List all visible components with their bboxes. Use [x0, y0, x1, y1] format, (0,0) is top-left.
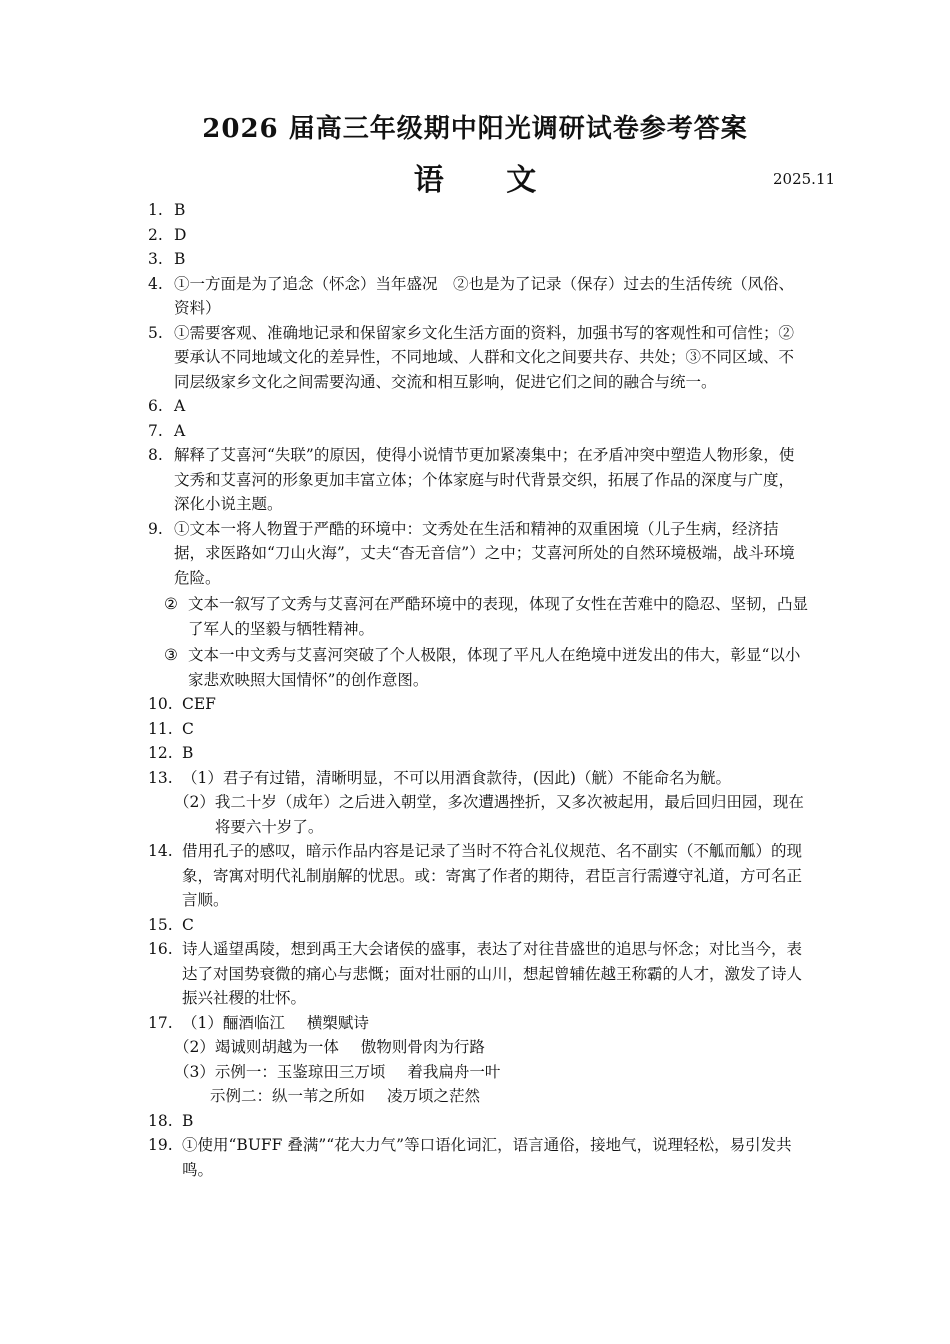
- answer-text: CEF: [182, 695, 216, 713]
- sub-text: 我二十岁（成年）之后进入朝堂，多次遭遇挫折，又多次被起用，最后回归田园，现在将要六十岁了。: [214, 793, 804, 836]
- answer-number: 19.: [148, 1136, 173, 1154]
- exam-date: 2025.11: [773, 170, 836, 188]
- answer-number: 13.: [148, 768, 173, 787]
- answer-text: ①需要客观、准确地记录和保留家乡文化生活方面的资料，加强书写的客观性和可信性；②要承认不同地域文化的差异性，不同地域、人群和文化之间要共存、共处；③不同区域、不同层级家乡文化之间需要沟通、交流和相互影响，促进它们之间的融合与统一。: [174, 323, 795, 391]
- answer-item-13: [148, 766, 808, 791]
- answer-text: A: [174, 397, 186, 415]
- answer-text: B: [182, 1111, 194, 1130]
- answer-number: 18.: [148, 1111, 173, 1130]
- answer-text-group: [182, 1011, 808, 1036]
- answer-number: 15.: [148, 915, 173, 934]
- answer-item-8: [148, 443, 808, 517]
- verse-line: 竭诚则胡越为一体: [214, 1038, 339, 1056]
- answer-number: 8.: [148, 446, 163, 464]
- example-label: 示例一：: [214, 1062, 277, 1081]
- answer-item-18: [148, 1109, 808, 1134]
- answer-item-12: [148, 741, 808, 766]
- answer-subpoint: [174, 790, 808, 839]
- answer-item-19: [148, 1133, 808, 1182]
- answer-number: 17.: [148, 1013, 173, 1032]
- answer-item-3: [148, 247, 808, 272]
- answer-text: D: [174, 225, 187, 244]
- sub-label: （2）: [174, 793, 215, 811]
- sub-label: （1）: [182, 1013, 223, 1032]
- verse-line: 横槊赋诗: [306, 1013, 369, 1032]
- verse-line: 傲物则骨肉为行路: [360, 1038, 485, 1056]
- answer-text: B: [174, 250, 186, 268]
- answer-item-17: [148, 1011, 808, 1036]
- answer-text: B: [174, 201, 186, 219]
- answer-text: C: [182, 719, 194, 738]
- answer-item-2: [148, 223, 808, 248]
- answer-text: B: [182, 744, 194, 762]
- answer-subpoint: [164, 592, 808, 641]
- answer-text: ①文本一将人物置于严酷的环境中：文秀处在生活和精神的双重困境（儿子生病，经济拮据，求医路如“刀山火海”，丈夫“杳无音信”）之中；艾喜河所处的自然环境极端，战斗环境危险。: [174, 519, 795, 587]
- answer-text: A: [174, 421, 186, 440]
- answer-number: 12.: [148, 744, 173, 762]
- answer-text: ①使用“BUFF 叠满”“花大力气”等口语化词汇，语言通俗，接地气，说理轻松，易引发共鸣。: [182, 1136, 792, 1179]
- answer-subpoint: [174, 1035, 808, 1060]
- answer-item-4: [148, 272, 808, 321]
- answer-item-5: [148, 321, 808, 395]
- subpoint-text: 文本一中文秀与艾喜河突破了个人极限，体现了平凡人在绝境中迸发出的伟大，彰显“以小家悲欢映照大国情怀”的创作意图。: [188, 646, 801, 689]
- answer-subpoint: [164, 643, 808, 692]
- verse-line: 酾酒临江: [222, 1013, 285, 1032]
- answer-item-7: [148, 419, 808, 444]
- sub-text: 君子有过错，清晰明显，不可以用酒食款待，(因此)（觥）不能命名为觥。: [222, 768, 731, 787]
- answer-text: 诗人遥望禹陵，想到禹王大会诸侯的盛事，表达了对往昔盛世的追思与怀念；对比当今，表达了对国势衰微的痛心与悲慨；面对壮丽的山川，想起曾辅佐越王称霸的人才，激发了诗人振兴社稷的壮怀。: [182, 940, 803, 1007]
- page-title: 2026 届高三年级期中阳光调研试卷参考答案: [202, 114, 748, 144]
- subpoint-label: ③: [164, 646, 178, 664]
- verse-line: 纵一苇之所如: [272, 1087, 366, 1105]
- example-label: 示例二：: [210, 1087, 273, 1105]
- answer-number: 5.: [148, 323, 163, 342]
- answer-item-11: [148, 717, 808, 742]
- subpoint-text: 文本一叙写了文秀与艾喜河在严酷环境中的表现，体现了女性在苦难中的隐忍、坚韧，凸显了军人的坚毅与牺牲精神。: [188, 595, 809, 638]
- answer-subpoint: [148, 1084, 808, 1109]
- answer-number: 11.: [148, 719, 173, 738]
- answer-text: 借用孔子的感叹，暗示作品内容是记录了当时不符合礼仪规范、名不副实（不觚而觚）的现象，寄寓对明代礼制崩解的忧思。或：寄寓了作者的期待，君臣言行需遵守礼道，方可名正言顺。: [182, 842, 803, 909]
- answer-item-9: [148, 517, 808, 591]
- answer-text: C: [182, 915, 194, 934]
- answer-text-group: [182, 766, 808, 791]
- answer-item-16: [148, 937, 808, 1011]
- answer-item-10: [148, 692, 808, 717]
- answer-number: 4.: [148, 274, 163, 293]
- sub-label: （1）: [182, 768, 223, 787]
- answer-subpoint: [174, 1060, 808, 1085]
- answer-list: [148, 198, 808, 1182]
- answer-number: 7.: [148, 421, 163, 440]
- verse-line: 凌万顷之茫然: [387, 1087, 481, 1105]
- answer-number: 2.: [148, 225, 163, 244]
- answer-number: 3.: [148, 250, 163, 268]
- answer-number: 6.: [148, 397, 163, 415]
- answer-number: 16.: [148, 940, 173, 958]
- answer-item-1: [148, 198, 808, 223]
- answer-number: 14.: [148, 842, 173, 860]
- answer-item-6: [148, 394, 808, 419]
- sub-label: （3）: [174, 1062, 215, 1081]
- answer-number: 9.: [148, 519, 163, 538]
- answer-item-14: [148, 839, 808, 913]
- verse-line: 着我扁舟一叶: [407, 1062, 501, 1081]
- sub-label: （2）: [174, 1038, 215, 1056]
- subject-heading: 语 文: [413, 163, 563, 198]
- answer-item-15: [148, 913, 808, 938]
- answer-number: 10.: [148, 695, 173, 713]
- answer-text: 解释了艾喜河“失联”的原因，使得小说情节更加紧凑集中；在矛盾冲突中塑造人物形象，使文秀和艾喜河的形象更加丰富立体；个体家庭与时代背景交织，拓展了作品的深度与广度，深化小说主题。: [174, 446, 795, 513]
- subpoint-label: ②: [164, 595, 178, 613]
- verse-line: 玉鉴琼田三万顷: [276, 1062, 386, 1081]
- answer-number: 1.: [148, 201, 163, 219]
- answer-text: ①一方面是为了追念（怀念）当年盛况 ②也是为了记录（保存）过去的生活传统（风俗、资料）: [174, 274, 795, 317]
